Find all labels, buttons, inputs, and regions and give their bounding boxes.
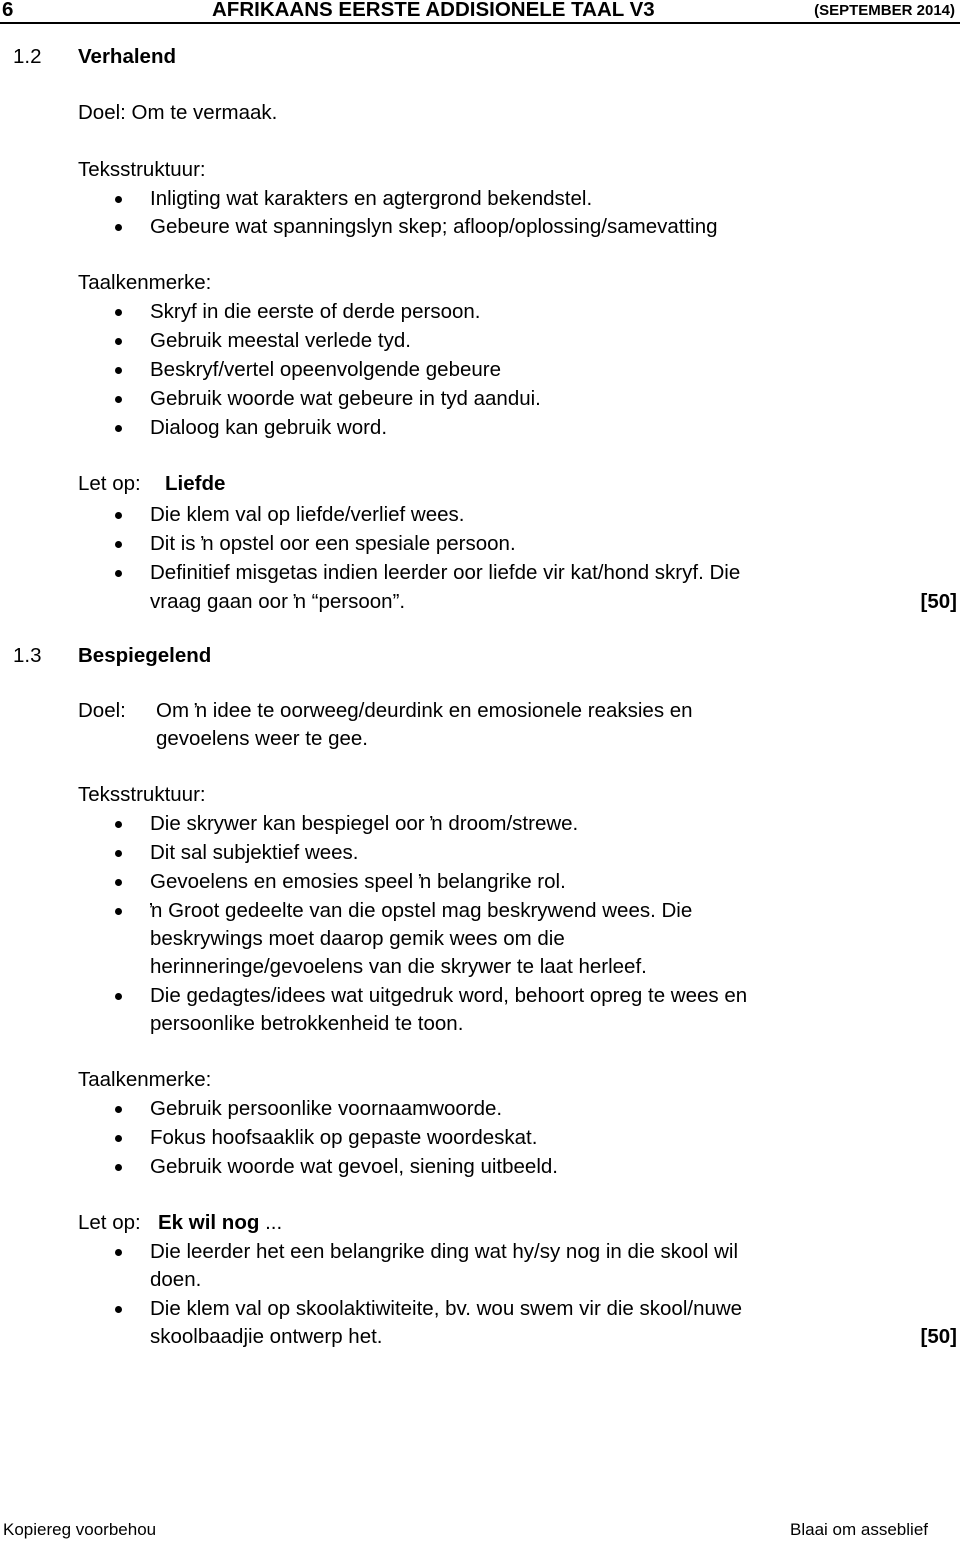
list-item: Gebruik woorde wat gevoel, siening uitbeeld. xyxy=(150,1155,558,1178)
list-item-continuation: herinneringe/gevoelens van die skrywer te laat herleef. xyxy=(150,955,647,978)
list-item: Die gedagtes/idees wat uitgedruk word, behoort opreg te wees en xyxy=(150,984,748,1007)
list-item: Dit is ŉ opstel oor een spesiale persoon. xyxy=(150,532,516,555)
list-item: Die skrywer kan bespiegel oor ŉ droom/strewe. xyxy=(150,812,579,835)
list-item-continuation: persoonlike betrokkenheid te toon. xyxy=(150,1012,464,1035)
list-item-continuation: vraag gaan oor ŉ “persoon”. xyxy=(150,590,406,613)
list-item: Die klem val op liefde/verlief wees. xyxy=(150,503,465,526)
list-item: Inligting wat karakters en agtergrond bekendstel. xyxy=(150,187,593,210)
list-item: Fokus hoofsaaklik op gepaste woordeskat. xyxy=(150,1126,538,1149)
list-item-continuation: skoolbaadjie ontwerp het. xyxy=(150,1325,383,1348)
list-item: Gebruik meestal verlede tyd. xyxy=(150,329,411,352)
paper-date: (SEPTEMBER 2014) xyxy=(814,2,955,19)
features-label: Taalkenmerke: xyxy=(78,271,212,294)
list-item: Die leerder het een belangrike ding wat hy/sy nog in die skool wil xyxy=(150,1240,739,1263)
list-item: Beskryf/vertel opeenvolgende gebeure xyxy=(150,358,502,381)
list-item: ŉ Groot gedeelte van die opstel mag beskrywend wees. Die xyxy=(150,899,693,922)
note-topic: Ek wil nog xyxy=(158,1211,260,1234)
note-ellipsis: ... xyxy=(259,1211,283,1234)
purpose-text: gevoelens weer te gee. xyxy=(156,727,368,750)
purpose-label: Doel: xyxy=(78,699,126,722)
list-item: Skryf in die eerste of derde persoon. xyxy=(150,300,481,323)
list-item: Dit sal subjektief wees. xyxy=(150,841,359,864)
features-label: Taalkenmerke: xyxy=(78,1068,212,1091)
section-heading: Verhalend xyxy=(78,45,176,68)
list-item: Gebruik persoonlike voornaamwoorde. xyxy=(150,1097,503,1120)
section-heading: Bespiegelend xyxy=(78,644,212,667)
list-item: Gebruik woorde wat gebeure in tyd aandui. xyxy=(150,387,541,410)
list-item: Definitief misgetas indien leerder oor liefde vir kat/hond skryf. Die xyxy=(150,561,741,584)
purpose-line: Doel: Om te vermaak. xyxy=(78,101,278,124)
structure-label: Teksstruktuur: xyxy=(78,783,206,806)
list-item-continuation: doen. xyxy=(150,1268,202,1291)
footer-copyright: Kopiereg voorbehou xyxy=(3,1520,157,1539)
purpose-text: Om ŉ idee te oorweeg/deurdink en emosionele reaksies en xyxy=(156,699,693,722)
marks-label: [50] xyxy=(920,590,957,613)
note-label: Let op: xyxy=(78,1211,141,1234)
section-number: 1.3 xyxy=(13,644,42,667)
note-label: Let op: xyxy=(78,472,141,495)
footer-turn-over: Blaai om asseblief xyxy=(790,1520,928,1539)
note-topic: Liefde xyxy=(165,472,226,495)
header-rule xyxy=(0,22,960,24)
marks-label: [50] xyxy=(920,1325,957,1348)
note-topic-line xyxy=(158,1213,282,1234)
list-item: Dialoog kan gebruik word. xyxy=(150,416,388,439)
list-item: Gevoelens en emosies speel ŉ belangrike rol. xyxy=(150,870,566,893)
page-number: 6 xyxy=(2,0,14,21)
list-item: Die klem val op skoolaktiwiteite, bv. wou swem vir die skool/nuwe xyxy=(150,1297,743,1320)
list-item-continuation: beskrywings moet daarop gemik wees om die xyxy=(150,927,565,950)
structure-label: Teksstruktuur: xyxy=(78,158,206,181)
list-item: Gebeure wat spanningslyn skep; afloop/oplossing/samevatting xyxy=(150,215,718,238)
paper-title: AFRIKAANS EERSTE ADDISIONELE TAAL V3 xyxy=(212,0,655,21)
section-number: 1.2 xyxy=(13,45,42,68)
